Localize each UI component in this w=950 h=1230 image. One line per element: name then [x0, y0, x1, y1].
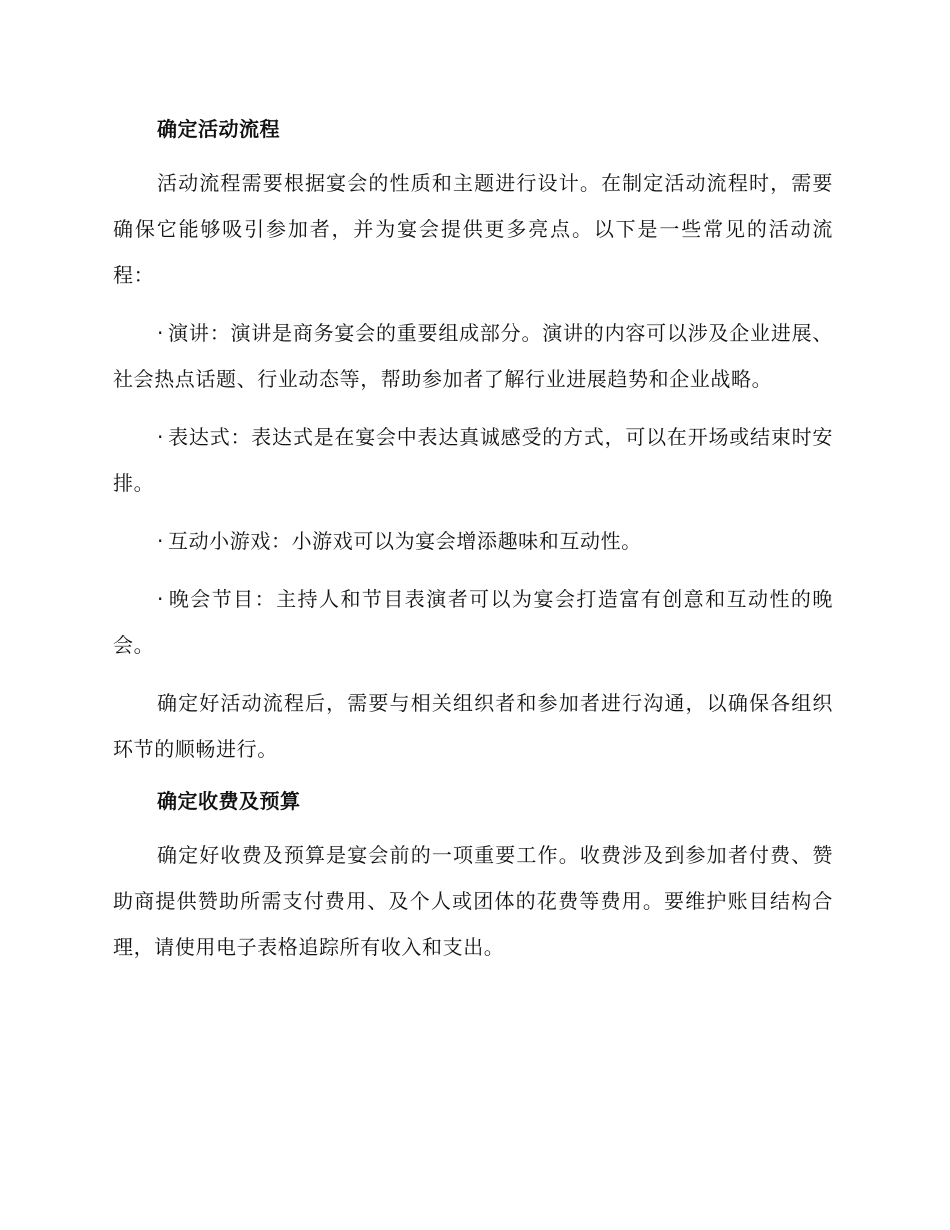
- activity-flow-intro: 活动流程需要根据宴会的性质和主题进行设计。在制定活动流程时，需要确保它能够吸引参加者，并为宴会提供更多亮点。以下是一些常见的活动流程：: [113, 171, 833, 287]
- section-heading-fees-budget: 确定收费及预算: [157, 789, 301, 813]
- bullet-text: 演讲：演讲是商务宴会的重要组成部分。演讲的内容可以涉及企业进展、社会热点话题、行业动态等，帮助参加者了解行业进展趋势和企业战略。: [113, 321, 833, 391]
- fees-budget-paragraph: 确定好收费及预算是宴会前的一项重要工作。收费涉及到参加者付费、赞助商提供赞助所需支付费用、及个人或团体的花费等费用。要维护账目结构合理，请使用电子表格追踪所有收入和支出。: [113, 843, 833, 959]
- document-page: [113, 112, 833, 970]
- bullet-icon: ·: [157, 587, 164, 611]
- bullet-item-expression: [113, 414, 833, 506]
- bullet-icon: ·: [157, 321, 164, 345]
- bullet-item-speech: [113, 310, 833, 402]
- section-heading-activity-flow: 确定活动流程: [157, 117, 280, 141]
- bullet-icon: ·: [157, 529, 164, 553]
- activity-flow-closing: 确定好活动流程后，需要与相关组织者和参加者进行沟通，以确保各组织环节的顺畅进行。: [113, 691, 833, 761]
- bullet-text: 互动小游戏：小游戏可以为宴会增添趣味和互动性。: [167, 529, 642, 553]
- bullet-item-program: [113, 576, 833, 668]
- bullet-text: 表达式：表达式是在宴会中表达真诚感受的方式，可以在开场或结束时安排。: [113, 425, 833, 495]
- bullet-icon: ·: [157, 425, 164, 449]
- bullet-item-games: [113, 518, 833, 564]
- bullet-text: 晚会节目：主持人和节目表演者可以为宴会打造富有创意和互动性的晚会。: [113, 587, 833, 657]
